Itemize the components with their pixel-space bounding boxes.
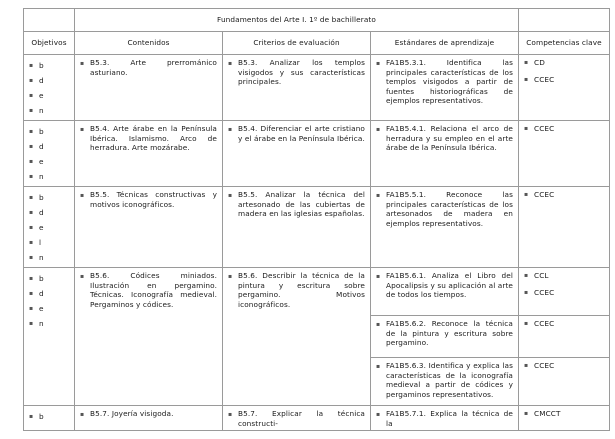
cell-text: FA1B5.4.1. Relaciona el arco de herradura y su empleo en el arte árabe de la Península Ibérica. [386,124,513,153]
bullet-icon: ▪ [80,411,85,418]
competencia-item [524,319,604,329]
bullet-icon: ▪ [80,192,85,199]
objetivo-letter: b [39,126,44,136]
cell-item [376,58,513,106]
bullet-icon: ▪ [29,319,34,327]
objetivo-letter: d [39,75,44,85]
objetivos-list [29,271,69,331]
competencias-cell [519,268,610,316]
estandar-cell [371,358,519,406]
competencia-item [524,409,604,419]
cell-text: FA1B5.5.1. Reconoce las principales características de los artesonados de madera en ejemplos representativos. [386,190,513,228]
cell-item [228,190,365,219]
objetivo-item [29,220,69,235]
bullet-icon: ▪ [524,59,529,66]
objetivo-letter: b [39,411,44,421]
header-competencias: Competencias clave [519,32,610,55]
bullet-icon: ▪ [228,273,233,280]
bullet-icon: ▪ [524,191,529,198]
objetivos-cell [24,55,75,121]
objetivo-item [29,286,69,301]
table-row [24,55,610,121]
table-row [24,406,610,431]
objetivos-cell [24,187,75,268]
criterios-cell [223,121,371,187]
cell-item [80,58,217,77]
cell-text: B5.5. Analizar la técnica del artesonado de las cubiertas de madera en las iglesias españolas. [238,190,365,219]
bullet-icon: ▪ [29,238,34,246]
bullet-icon: ▪ [524,320,529,327]
bullet-icon: ▪ [524,125,529,132]
objetivo-item [29,301,69,316]
competencia-code: CCEC [534,319,555,328]
competencia-code: CD [534,58,545,67]
bullet-icon: ▪ [376,411,381,418]
cell-text: FA1B5.6.1. Analiza el Libro del Apocalipsis y su aplicación al arte de todos los tiempos. [386,271,513,300]
competencias-list [524,190,604,200]
cell-item [376,319,513,348]
bullet-icon: ▪ [80,60,85,67]
contenidos-cell [75,268,223,406]
competencias-cell [519,55,610,121]
title-corner-cell [24,9,75,32]
competencias-list [524,58,604,84]
contenidos-cell [75,55,223,121]
cell-text: FA1B5.6.3. Identifica y explica las características de la iconografía medieval a partir de códices y pergaminos representativos. [386,361,513,399]
bullet-icon: ▪ [524,272,529,279]
objetivo-letter: n [39,252,44,262]
objetivos-cell [24,121,75,187]
estandar-cell [371,121,519,187]
cell-item [376,271,513,300]
estandar-cell [371,187,519,268]
table-title: Fundamentos del Arte I. 1º de bachillerato [75,9,519,32]
objetivo-letter: d [39,141,44,151]
header-row [24,32,610,55]
objetivos-list [29,190,69,265]
objetivo-item [29,88,69,103]
bullet-icon: ▪ [29,223,34,231]
competencia-code: CCL [534,271,549,280]
competencia-item [524,58,604,68]
competencias-list [524,124,604,134]
competencia-code: CCEC [534,74,555,84]
objetivo-item [29,271,69,286]
competencia-item [524,271,604,281]
competencia-code: CCEC [534,124,555,133]
objetivos-list [29,409,69,424]
objetivo-letter: b [39,273,44,283]
objetivo-letter: n [39,318,44,328]
objetivo-item [29,316,69,331]
objetivo-item [29,205,69,220]
bullet-icon: ▪ [29,274,34,282]
objetivo-letter: e [39,156,44,166]
estandar-cell [371,268,519,316]
cell-item [228,58,365,87]
objetivo-item [29,139,69,154]
competencia-item [524,75,604,85]
objetivos-cell [24,406,75,431]
bullet-icon: ▪ [524,75,529,83]
bullet-icon: ▪ [524,288,529,296]
criterios-cell [223,55,371,121]
competencias-list [524,271,604,297]
competencias-cell [519,316,610,358]
competencia-code: CCEC [534,287,555,297]
objetivo-item [29,169,69,184]
cell-text: B5.6. Describir la técnica de la pintura y escritura sobre pergamino. Motivos iconográficos. [238,271,365,309]
objetivo-item [29,154,69,169]
bullet-icon: ▪ [524,410,529,417]
bullet-icon: ▪ [29,193,34,201]
bullet-icon: ▪ [228,60,233,67]
cell-item [80,124,217,153]
objetivos-list [29,124,69,184]
bullet-icon: ▪ [80,273,85,280]
bullet-icon: ▪ [29,91,34,99]
cell-item [376,361,513,399]
cell-item [228,271,365,309]
estandar-cell [371,55,519,121]
cell-text: B5.7. Explicar la técnica constructi- [238,409,365,428]
bullet-icon: ▪ [29,127,34,135]
cell-item [376,124,513,153]
bullet-icon: ▪ [376,363,381,370]
bullet-icon: ▪ [376,126,381,133]
cell-item [376,409,513,428]
competencias-cell [519,406,610,431]
objetivo-letter: l [39,237,42,247]
objetivo-letter: d [39,288,44,298]
cell-item [228,409,365,428]
bullet-icon: ▪ [376,321,381,328]
competencias-list [524,409,604,419]
objetivo-letter: n [39,105,44,115]
estandar-cell [371,406,519,431]
bullet-icon: ▪ [29,172,34,180]
curriculum-table [23,8,610,431]
cell-text: B5.4. Diferenciar el arte cristiano y el árabe en la Península Ibérica. [238,124,365,143]
cell-text: B5.3. Arte prerrománico asturiano. [90,58,217,77]
contenidos-cell [75,187,223,268]
cell-item [80,409,217,420]
competencias-list [524,319,604,329]
objetivo-item [29,58,69,73]
competencia-item [524,190,604,200]
table-row [24,121,610,187]
competencias-cell [519,121,610,187]
competencia-item [524,124,604,134]
header-contenidos: Contenidos [75,32,223,55]
objetivo-letter: b [39,192,44,202]
header-criterios: Criterios de evaluación [223,32,371,55]
cell-text: B5.7. Joyería visigoda. [90,409,174,418]
cell-text: FA1B5.6.2. Reconoce la técnica de la pintura y escritura sobre pergamino. [386,319,513,348]
objetivo-letter: d [39,207,44,217]
bullet-icon: ▪ [29,253,34,261]
bullet-icon: ▪ [29,76,34,84]
objetivos-cell [24,268,75,406]
cell-item [376,190,513,228]
header-estandares: Estándares de aprendizaje [371,32,519,55]
header-objetivos: Objetivos [24,32,75,55]
bullet-icon: ▪ [228,192,233,199]
competencia-code: CMCCT [534,409,561,418]
cell-item [80,271,217,309]
table-row [24,187,610,268]
objetivo-item [29,409,69,424]
criterios-cell [223,406,371,431]
bullet-icon: ▪ [29,157,34,165]
cell-item [80,190,217,209]
objetivo-letter: e [39,90,44,100]
objetivo-letter: n [39,171,44,181]
bullet-icon: ▪ [376,273,381,280]
title-row [24,9,610,32]
bullet-icon: ▪ [80,126,85,133]
objetivo-item [29,73,69,88]
bullet-icon: ▪ [376,60,381,67]
objetivo-item [29,190,69,205]
title-corner-cell [519,9,610,32]
bullet-icon: ▪ [29,106,34,114]
cell-text: B5.6. Códices miniados. Ilustración en pergamino. Técnicas. Iconografía medieval. Pergaminos y códices. [90,271,217,309]
competencia-item [524,361,604,371]
cell-text: FA1B5.3.1. Identifica las principales características de los templos visigodos a partir de fuentes historiográficas de ejemplos representativos. [386,58,513,106]
objetivo-item [29,103,69,118]
bullet-icon: ▪ [29,208,34,216]
bullet-icon: ▪ [376,192,381,199]
competencia-code: CCEC [534,190,555,199]
cell-item [228,124,365,143]
bullet-icon: ▪ [29,304,34,312]
table-row [24,268,610,316]
criterios-cell [223,187,371,268]
estandar-cell [371,316,519,358]
competencia-item [524,288,604,298]
contenidos-cell [75,406,223,431]
competencias-cell [519,187,610,268]
cell-text: B5.4. Arte árabe en la Península Ibérica. Islamismo. Arco de herradura. Arte mozárabe. [90,124,217,153]
objetivo-item [29,124,69,139]
objetivo-item [29,250,69,265]
competencia-code: CCEC [534,361,555,370]
bullet-icon: ▪ [29,412,34,420]
cell-text: B5.5. Técnicas constructivas y motivos iconográficos. [90,190,217,209]
bullet-icon: ▪ [228,126,233,133]
competencias-cell [519,358,610,406]
objetivo-letter: e [39,303,44,313]
bullet-icon: ▪ [29,61,34,69]
bullet-icon: ▪ [228,411,233,418]
bullet-icon: ▪ [524,362,529,369]
objetivo-letter: b [39,60,44,70]
cell-text: B5.3. Analizar los templos visigodos y sus características principales. [238,58,365,87]
cell-text: FA1B5.7.1. Explica la técnica de la [386,409,513,428]
bullet-icon: ▪ [29,142,34,150]
competencias-list [524,361,604,371]
criterios-cell [223,268,371,406]
contenidos-cell [75,121,223,187]
objetivo-item [29,235,69,250]
objetivos-list [29,58,69,118]
objetivo-letter: e [39,222,44,232]
bullet-icon: ▪ [29,289,34,297]
